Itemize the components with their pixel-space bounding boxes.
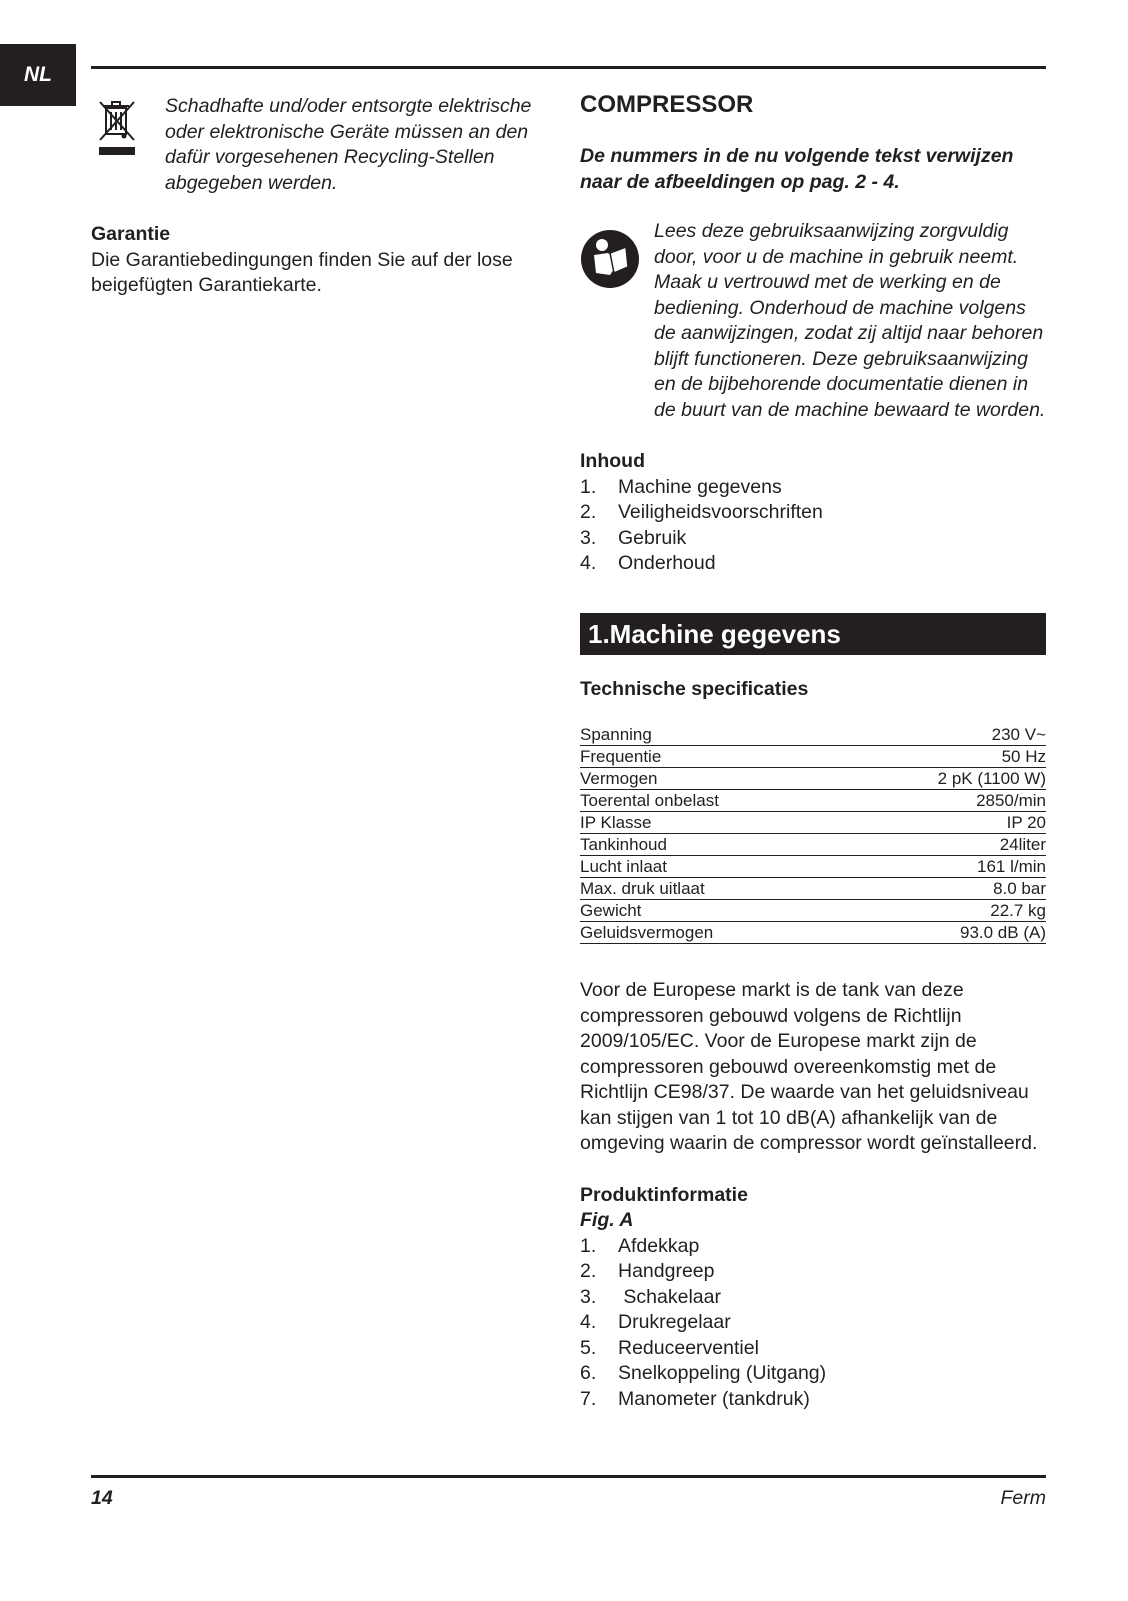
list-item: 5. Reduceerventiel (580, 1336, 759, 1359)
list-item: 1. Afdekkap (580, 1234, 700, 1257)
list-item: 3. Schakelaar (580, 1285, 721, 1308)
table-row: Max. druk uitlaat 8.0 bar (580, 879, 1046, 898)
inhoud-list (580, 475, 1046, 577)
garantie-title: Garantie (91, 223, 171, 245)
list-item: 2. Veiligheidsvoorschriften (580, 501, 823, 523)
table-row: Vermogen 2 pK (1100 W) (580, 769, 1046, 788)
manual-text: Lees deze gebruiksaanwijzing zorgvuldig door, voor u de machine in gebruik neemt. Maak u vertrouwd met de werking en de bediening. Onderhoud de machine volgens de aanwijzingen, zodat zij altijd naar behoren blijft functioneren. Deze gebruiksaanwijzing en de bijbehorende documentatie dienen in de buurt van de machine bewaard te worden. (654, 220, 1046, 421)
garantie-text: Die Garantiebedingungen finden Sie auf der lose beigefügten Garantiekarte. (91, 248, 513, 296)
list-item: 3. Gebruik (580, 526, 687, 549)
table-row: Geluidsvermogen 93.0 dB (A) (580, 923, 1046, 942)
page-title: COMPRESSOR (580, 91, 754, 118)
list-item: 4. Drukregelaar (580, 1311, 731, 1333)
weee-notice (91, 94, 551, 196)
table-row: Gewicht 22.7 kg (580, 901, 1046, 920)
crossed-bin-icon (97, 98, 137, 158)
read-manual-notice (580, 219, 1046, 423)
list-item: 6. Snelkoppeling (Uitgang) (580, 1362, 827, 1384)
spec-table (580, 724, 1046, 944)
language-tab: NL (0, 44, 76, 106)
top-rule (91, 66, 1046, 69)
left-column (91, 94, 551, 299)
list-item: 4. Onderhoud (580, 552, 716, 574)
table-row: Spanning 230 V~ (580, 725, 1046, 744)
list-item: 7. Manometer (tankdruk) (580, 1387, 810, 1410)
table-row: Lucht inlaat 161 l/min (580, 857, 1046, 876)
fig-label: Fig. A (580, 1209, 634, 1231)
bottom-rule (91, 1475, 1046, 1478)
produkt-list (580, 1234, 1046, 1413)
read-manual-icon (580, 229, 640, 289)
section-heading: 1.Machine gegevens (580, 613, 1046, 655)
right-column (580, 90, 1046, 1412)
table-row: Toerental onbelast 2850/min (580, 791, 1046, 810)
page-number: 14 (91, 1487, 113, 1509)
inhoud-title: Inhoud (580, 450, 645, 472)
europe-paragraph: Voor de Europese markt is de tank van deze compressoren gebouwd volgens de Richtlijn 2009/105/EC. Voor de Europese markt zijn de compressoren gebouwd overeenkomstig met de Richtlijn CE98/37. De waarde van het geluidsniveau kan stijgen van 1 tot 10 dB(A) afhankelijk van de omgeving waarin de compressor wordt geïnstalleerd. (580, 979, 1038, 1154)
table-row: Tankinhoud 24liter (580, 835, 1046, 854)
list-item: 2. Handgreep (580, 1260, 715, 1282)
weee-text: Schadhafte und/oder entsorgte elektrische oder elektronische Geräte müssen an den dafür vorgesehenen Recycling-Stellen abgegeben werden. (165, 95, 532, 194)
list-item: 1. Machine gegevens (580, 475, 782, 498)
brand-name: Ferm (1000, 1487, 1046, 1509)
spec-title: Technische specificaties (580, 677, 809, 700)
table-row: IP Klasse IP 20 (580, 813, 1046, 832)
table-row: Frequentie 50 Hz (580, 747, 1046, 766)
produkt-title: Produktinformatie (580, 1183, 748, 1206)
lead-text: De nummers in de nu volgende tekst verwijzen naar de afbeeldingen op pag. 2 - 4. (580, 145, 1014, 193)
